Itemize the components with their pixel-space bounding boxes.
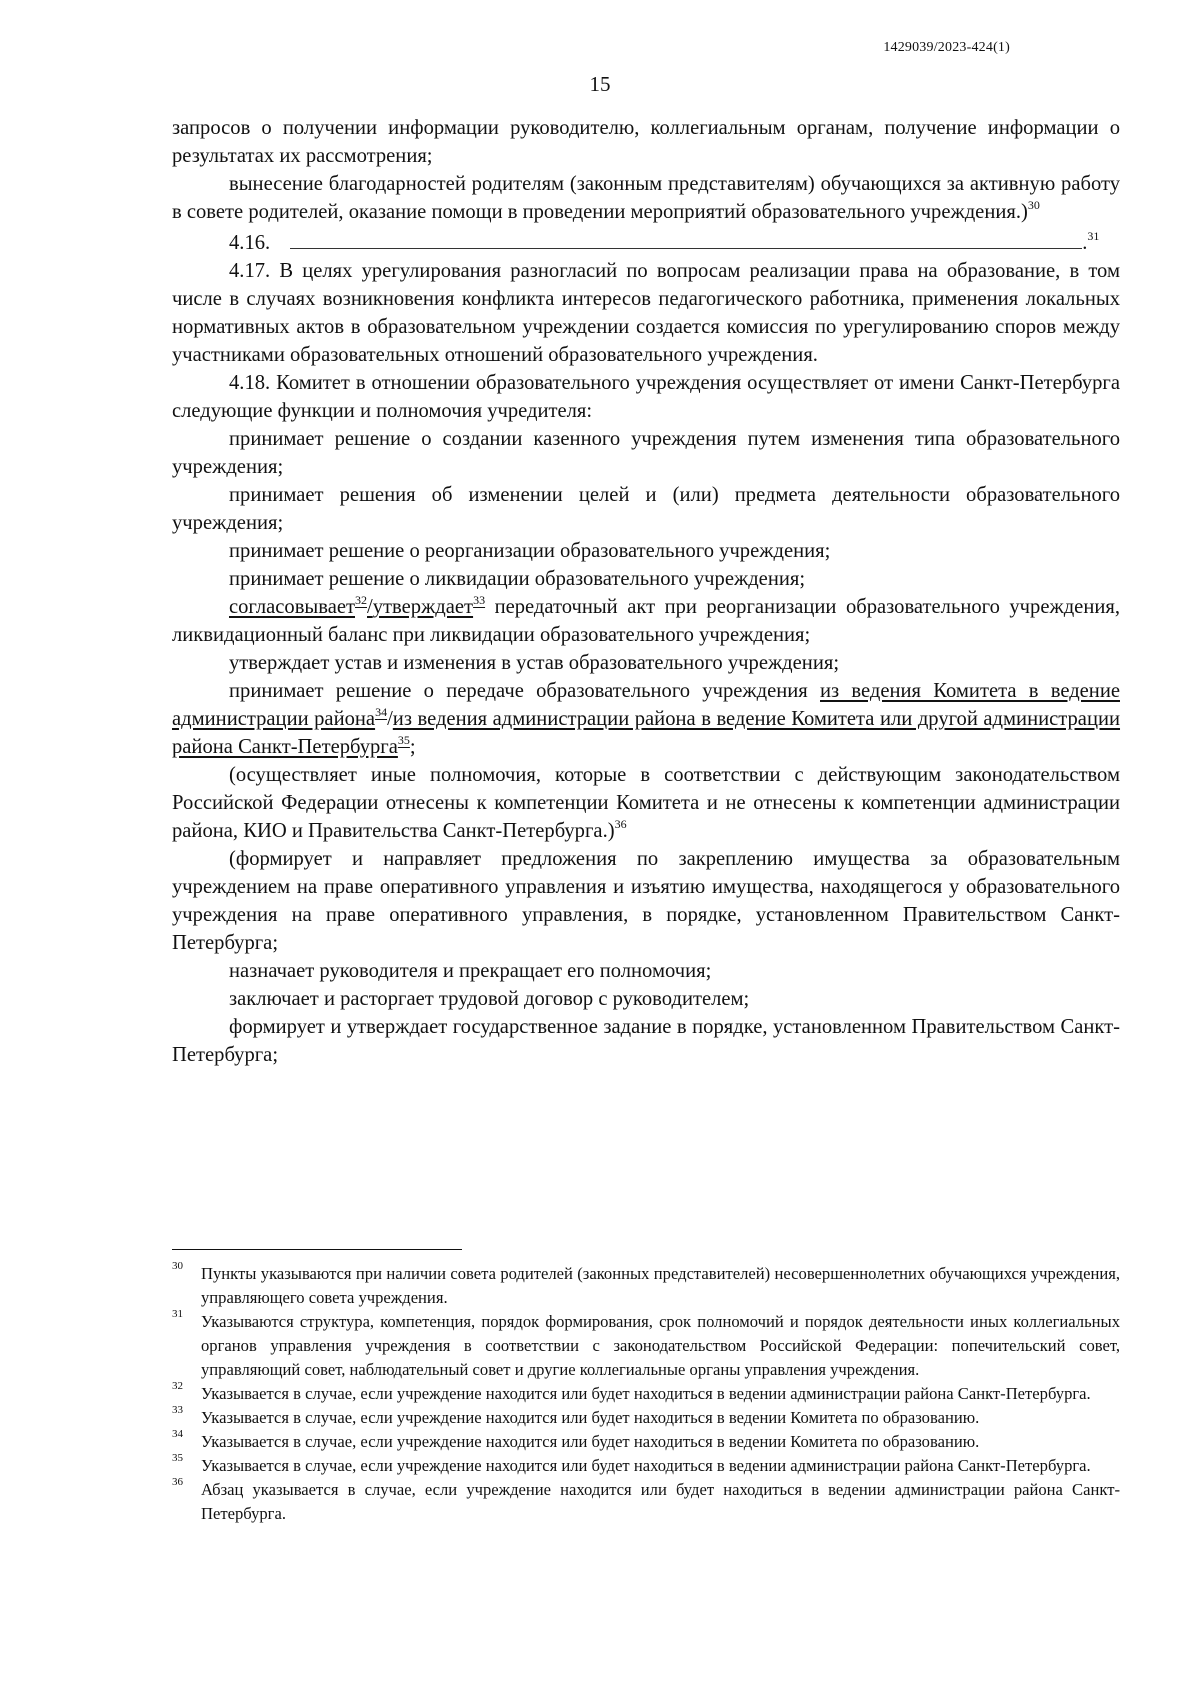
paragraph: принимает решения об изменении целей и (или) предмета деятельности образовательного учреждения; (172, 484, 1120, 534)
footnote (172, 1478, 1120, 1526)
paragraph: формирует и утверждает государственное задание в порядке, установленном Правительством Санкт-Петербурга; (172, 1016, 1120, 1066)
paragraph: принимает решение о реорганизации образовательного учреждения; (229, 540, 831, 562)
document-id: 1429039/2023-424(1) (883, 40, 1010, 55)
footnote-number: 35 (172, 1452, 183, 1464)
footnote (172, 1382, 1120, 1406)
paragraph: принимает решение о передаче образовательного учреждения из ведения Комитета в ведение администрации района$^{34}$/из ведения администрации района в ведение Комитета или другой администрации района Санкт-Петербурга$^{35}$; (172, 680, 1121, 758)
paragraph: запросов о получении информации руководителю, коллегиальным органам, получение информации о результатах их рассмотрения; (172, 117, 1120, 167)
paragraph: 4.17. В целях урегулирования разногласий по вопросам реализации права на образование, в том числе в случаях возникновения конфликта интересов педагогического работника, применения локальных нормативных актов в образовательном учреждении создается комиссия по урегулированию споров между участниками образовательных отношений образовательного учреждения. (172, 260, 1120, 366)
paragraph: назначает руководителя и прекращает его полномочия; (229, 960, 712, 982)
footnote-text: Указывается в случае, если учреждение находится или будет находиться в ведении Комитета по образованию. (201, 1408, 980, 1427)
footnote-number: 34 (172, 1428, 183, 1440)
paragraph: согласовывает$^{32}$/утверждает$^{33}$ передаточный акт при реорганизации образовательного учреждения, ликвидационный баланс при ликвидации образовательного учреждения; (172, 593, 1120, 646)
footnote (172, 1454, 1120, 1478)
paragraph-blank-item: 4.16. .$^{31}$ (172, 226, 1120, 257)
paragraph: вынесение благодарностей родителям (законным представителям) обучающихся за активную работу в совете родителей, оказание помощи в проведении мероприятий образовательного учреждения.)$^{30}$ (172, 173, 1120, 223)
footnotes (172, 1262, 1120, 1526)
fill-in-line (290, 226, 1082, 249)
footnote-separator (172, 1249, 462, 1250)
footnote-number: 33 (172, 1404, 183, 1416)
footnote (172, 1406, 1120, 1430)
paragraph: заключает и расторгает трудовой договор с руководителем; (229, 988, 750, 1010)
footnote-text: Указывается в случае, если учреждение находится или будет находиться в ведении Комитета по образованию. (201, 1432, 980, 1451)
footnote-ref[interactable]: 33 (473, 593, 486, 607)
footnote-number: 31 (172, 1308, 183, 1320)
footnote-number: 30 (172, 1260, 183, 1272)
footnote-ref[interactable]: 31 (1087, 229, 1100, 243)
footnote-ref[interactable]: 30 (1027, 198, 1040, 212)
footnote-ref[interactable]: 35 (397, 733, 410, 747)
footnote (172, 1262, 1120, 1310)
item-number: 4.16. (229, 232, 271, 254)
paragraph: 4.18. Комитет в отношении образовательного учреждения осуществляет от имени Санкт-Петербурга следующие функции и полномочия учредителя: (172, 372, 1120, 422)
footnote (172, 1310, 1120, 1382)
document-body (172, 114, 1120, 1069)
paragraph: (формирует и направляет предложения по закреплению имущества за образовательным учреждением на праве оперативного управления и изъятию имущества, находящегося у образовательного учреждения на праве оперативного управления, в порядке, установленном Правительством Санкт-Петербурга; (172, 848, 1120, 954)
paragraph: (осуществляет иные полномочия, которые в соответствии с действующим законодательством Российской Федерации отнесены к компетенции Комитета и не отнесены к компетенции администрации района, КИО и Правительства Санкт-Петербурга.)$^{36}$ (172, 764, 1120, 842)
footnote-number: 32 (172, 1380, 183, 1392)
footnote (172, 1430, 1120, 1454)
footnote-text: Указывается в случае, если учреждение находится или будет находиться в ведении администрации района Санкт-Петербурга. (201, 1384, 1091, 1403)
paragraph: принимает решение о создании казенного учреждения путем изменения типа образовательного учреждения; (172, 428, 1120, 478)
underlined-text: согласовывает (229, 596, 355, 618)
footnote-text: Абзац указывается в случае, если учреждение находится или будет находиться в ведении администрации района Санкт-Петербурга. (201, 1480, 1120, 1523)
footnote-text: Указывается в случае, если учреждение находится или будет находиться в ведении администрации района Санкт-Петербурга. (201, 1456, 1091, 1475)
footnote-ref[interactable]: 36 (614, 817, 627, 831)
paragraph: утверждает устав и изменения в устав образовательного учреждения; (229, 652, 840, 674)
paragraph: принимает решение о ликвидации образовательного учреждения; (229, 568, 806, 590)
page-number: 15 (589, 72, 611, 96)
underlined-text: из ведения Комитета в ведение администрации района (172, 680, 1120, 730)
footnote-text: Указываются структура, компетенция, порядок формирования, срок полномочий и порядок деятельности иных коллегиальных органов управления учреждения в соответствии с законодательством Российской Федерации: попечительский совет, управляющий совет, наблюдательный совет и другие коллегиальные органы управления учреждения. (201, 1312, 1120, 1379)
footnote-ref[interactable]: 34 (375, 705, 388, 719)
footnote-number: 36 (172, 1476, 183, 1488)
underlined-text: утверждает (372, 596, 474, 618)
footnote-text: Пункты указываются при наличии совета родителей (законных представителей) несовершеннолетних обучающихся учреждения, управляющего совета учреждения. (201, 1264, 1120, 1307)
footnote-ref[interactable]: 32 (355, 593, 367, 607)
underlined-text: из ведения администрации района в ведение Комитета или другой администрации района Санкт-Петербурга (172, 708, 1121, 758)
